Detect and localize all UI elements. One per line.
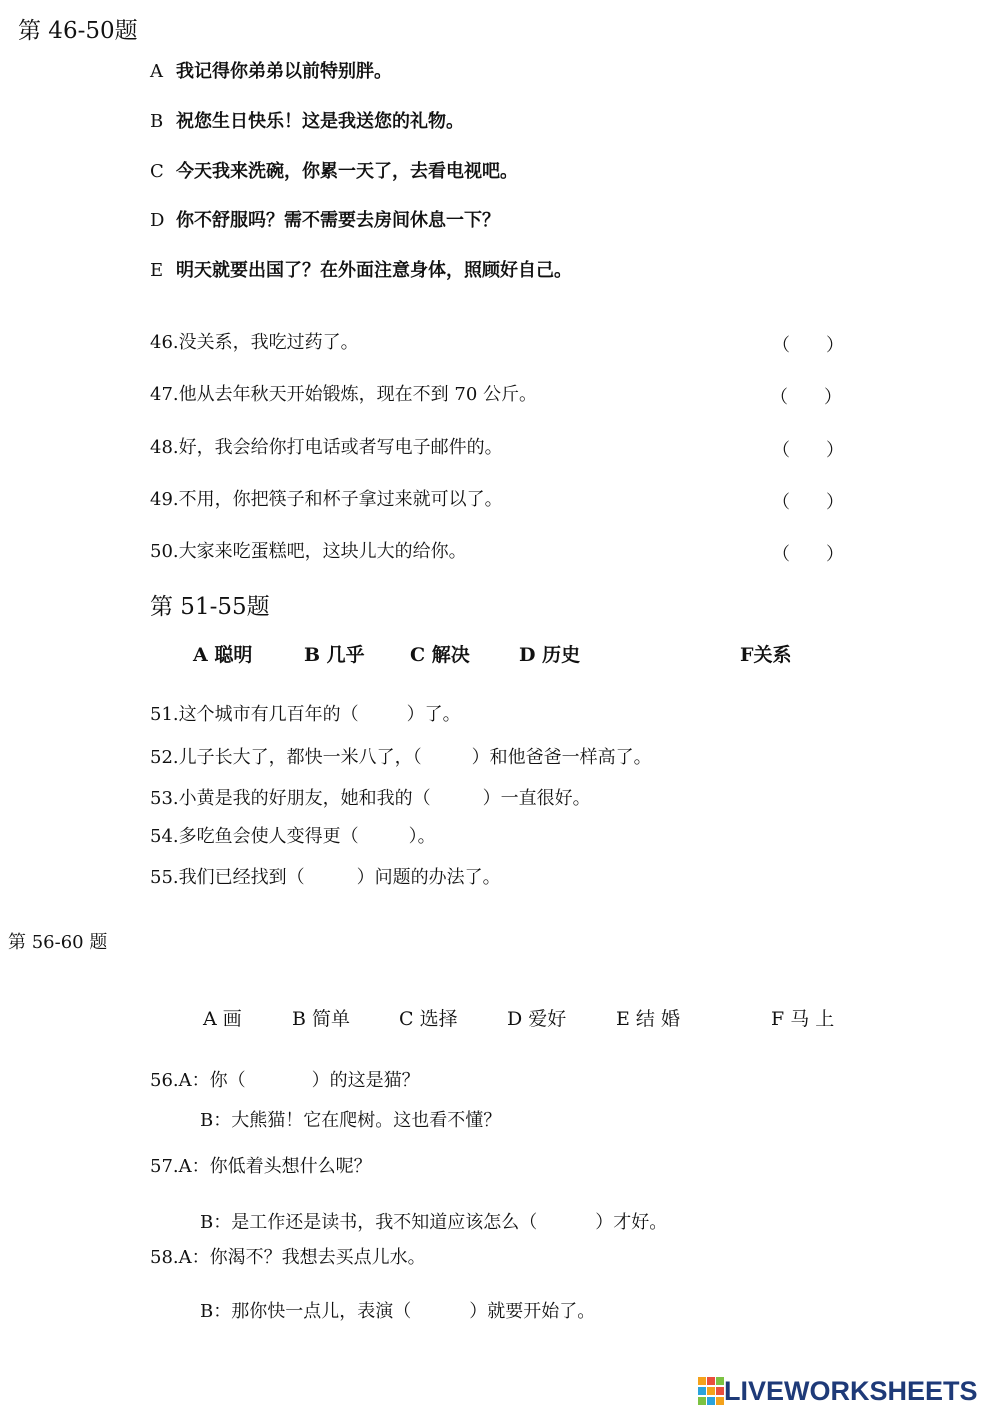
word-b-jihu: B 几乎 [304, 644, 365, 666]
liveworksheets-logo: LIVEWORKSHEETS [698, 1376, 978, 1406]
question-51: 51.这个城市有几百年的（ ）了。 [150, 704, 461, 725]
section-title-51-55: 第 51-55题 [150, 594, 270, 620]
option-c: C 今天我来洗碗，你累一天了，去看电视吧。 [150, 161, 518, 182]
question-56-b: B：大熊猫！它在爬树。这也看不懂？ [200, 1110, 502, 1131]
question-53: 53.小黄是我的好朋友，她和我的（ ）一直很好。 [150, 788, 591, 809]
question-54: 54.多吃鱼会使人变得更（ ）。 [150, 826, 436, 847]
option-d: D 你不舒服吗？需不需要去房间休息一下？ [150, 210, 500, 231]
word-a-hua: A 画 [203, 1008, 242, 1030]
question-58-b: B：那你快一点儿，表演（ ）就要开始了。 [200, 1301, 596, 1322]
question-56-a: 56.A：你（ ）的这是猫？ [150, 1070, 420, 1091]
section-title-46-50: 第 46-50题 [18, 18, 138, 44]
liveworksheets-icon [698, 1377, 724, 1405]
answer-blank-46[interactable]: （ ） [772, 335, 844, 356]
word-c-jiejue: C 解决 [410, 644, 470, 666]
question-50: 50.大家来吃蛋糕吧，这块儿大的给你。 [150, 541, 467, 562]
answer-blank-50[interactable]: （ ） [772, 544, 844, 565]
answer-blank-47[interactable]: （ ） [770, 387, 842, 408]
question-55: 55.我们已经找到（ ）问题的办法了。 [150, 867, 501, 888]
question-52: 52.儿子长大了，都快一米八了，（ ）和他爸爸一样高了。 [150, 747, 652, 768]
word-a-congming: A 聪明 [193, 644, 253, 666]
word-c-xuanze: C 选择 [399, 1008, 458, 1030]
question-49: 49.不用，你把筷子和杯子拿过来就可以了。 [150, 489, 503, 510]
question-58-a: 58.A：你渴不？我想去买点儿水。 [150, 1247, 426, 1268]
word-f-guanxi: F关系 [740, 644, 792, 666]
question-57-b: B：是工作还是读书，我不知道应该怎么（ ）才好。 [200, 1212, 668, 1233]
word-b-jiandan: B 简单 [292, 1008, 351, 1030]
word-d-lishi: D 历史 [519, 644, 581, 666]
word-f-mashang: F 马 上 [771, 1008, 835, 1030]
answer-blank-49[interactable]: （ ） [772, 492, 844, 513]
question-46: 46.没关系，我吃过药了。 [150, 332, 359, 353]
option-b: B 祝您生日快乐！这是我送您的礼物。 [150, 111, 464, 132]
question-57-a: 57.A：你低着头想什么呢？ [150, 1156, 372, 1177]
section-title-56-60: 第 56-60 题 [8, 932, 108, 953]
option-e: E 明天就要出国了？在外面注意身体，照顾好自己。 [150, 260, 572, 281]
word-d-aihao: D 爱好 [507, 1008, 567, 1030]
question-47: 47.他从去年秋天开始锻炼，现在不到 70 公斤。 [150, 384, 537, 405]
option-a: A 我记得你弟弟以前特别胖。 [150, 61, 392, 82]
word-e-jiehun: E 结 婚 [616, 1008, 680, 1030]
answer-blank-48[interactable]: （ ） [772, 440, 844, 461]
question-48: 48.好，我会给你打电话或者写电子邮件的。 [150, 437, 503, 458]
